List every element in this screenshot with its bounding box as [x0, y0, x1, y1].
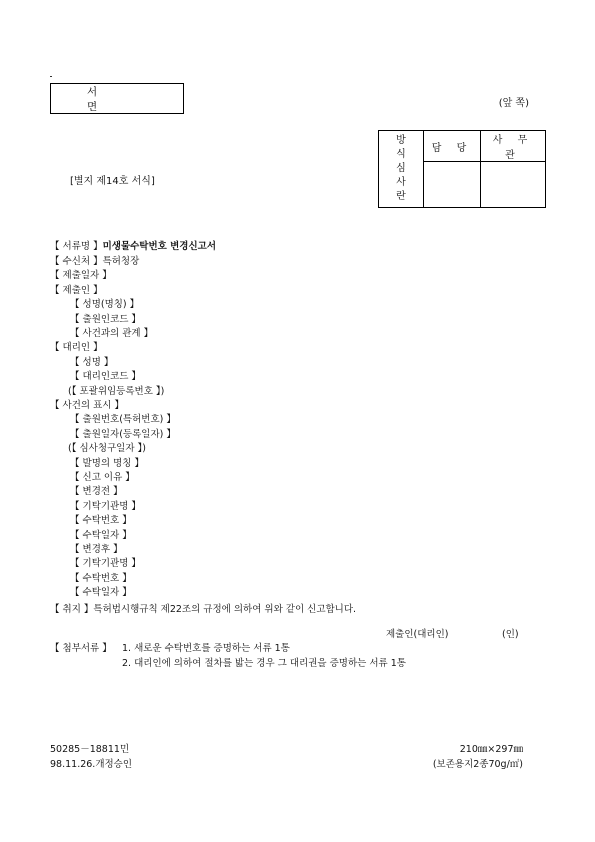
signature-label: 제출인(대리인): [386, 629, 449, 640]
approval-side-label: [379, 131, 424, 208]
form-field-row: 【 출원일자(등록일자) 】: [70, 428, 176, 440]
form-field-row: 【 수신처 】특허청장: [50, 256, 140, 267]
form-field-row: 【 사건과의 관계 】: [70, 328, 154, 339]
form-field-row: 【 기탁기관명 】: [70, 558, 141, 570]
approval-header-staff: 담 당: [424, 131, 481, 162]
approval-table: [378, 130, 546, 208]
form-field-row: 【 출원번호(특허번호) 】: [70, 414, 176, 426]
approval-char: 방: [396, 135, 406, 146]
approval-char: 란: [396, 191, 406, 202]
form-number: [별지 제14호 서식]: [70, 176, 155, 187]
form-field-row: 【 변경후 】: [70, 544, 123, 555]
front-side-label: (앞 쪽): [498, 98, 529, 109]
form-field-row: 【 성명 】: [70, 356, 114, 368]
form-field-row: 【 기탁기관명 】: [70, 500, 141, 512]
form-field-row: 【 사건의 표시 】: [50, 400, 124, 411]
form-field-row: 【 수탁번호 】: [70, 515, 132, 527]
approval-stamp-officer: [481, 162, 546, 208]
approval-date: 98.11.26.개정승인: [50, 759, 133, 770]
form-field-row: 【 변경전 】: [70, 486, 123, 498]
approval-stamp-staff: [424, 162, 481, 208]
form-field-row: 【 성명(명칭) 】: [70, 299, 140, 311]
document-title-box: [50, 83, 184, 114]
approval-char: 심: [396, 163, 406, 174]
form-field-row: (【 심사청구일자 】): [68, 443, 147, 455]
form-field-row: 【 수탁일자 】: [70, 587, 132, 599]
approval-char: 사: [396, 177, 406, 188]
attachments-label: 【 첨부서류 】: [50, 643, 112, 654]
document-type-value: 미생물수탁번호 변경신고서: [102, 241, 217, 252]
approval-header-officer: 사 무 관: [481, 131, 546, 162]
form-field-row: 【 제출인 】: [50, 284, 103, 296]
paper-type: (보존용지2종70g/㎡): [432, 759, 523, 770]
attachment-item: 1. 새로운 수탁번호를 증명하는 서류 1통: [122, 643, 290, 654]
attachment-item: 2. 대리인에 의하여 절차를 밟는 경우 그 대리권을 증명하는 서류 1통: [122, 658, 406, 669]
form-field-row: 【 신고 이유 】: [70, 472, 135, 483]
signature-seal: (인): [502, 629, 519, 640]
form-field-row: 【 취지 】특허법시행규칙 제22조의 규정에 의하여 위와 같이 신고합니다.: [50, 603, 357, 615]
form-code: 50285－18811민: [50, 744, 130, 755]
document-title: 서 면: [87, 85, 134, 113]
form-field-row: (【 포괄위임등록번호 】): [68, 385, 165, 397]
form-field-row: 【 발명의 명칭 】: [70, 457, 144, 469]
form-field-row: 【 수탁번호 】: [70, 572, 132, 584]
document-type-row: [50, 238, 216, 252]
form-field-row: 【 수탁일자 】: [70, 529, 132, 541]
approval-char: 식: [396, 149, 406, 160]
form-field-row: 【 대리인코드 】: [70, 371, 141, 383]
form-field-row: 【 대리인 】: [50, 342, 103, 354]
document-type-label: 【 서류명 】: [50, 241, 103, 252]
form-field-row: 【 출원인코드 】: [70, 313, 141, 325]
paper-size: 210㎜×297㎜: [459, 744, 523, 755]
form-field-row: 【 제출일자 】: [50, 270, 112, 282]
mark-dot: [50, 76, 52, 77]
